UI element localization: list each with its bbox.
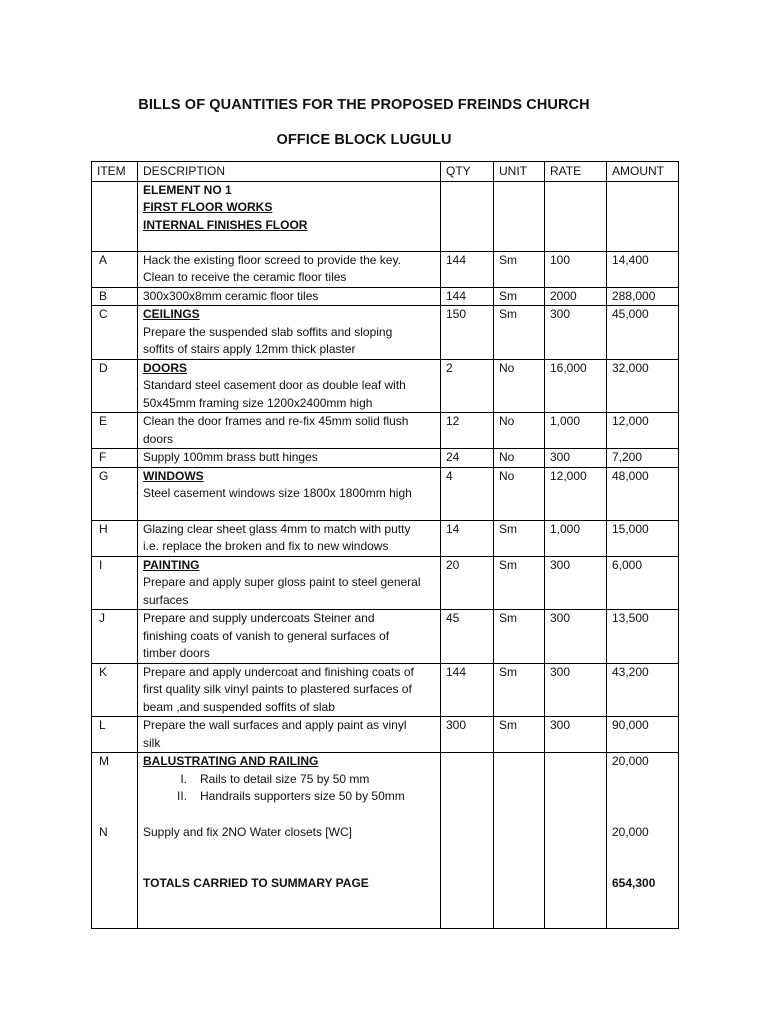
unit-cell: No bbox=[494, 467, 545, 520]
header-unit: UNIT bbox=[494, 162, 545, 182]
qty-cell bbox=[441, 753, 494, 929]
sub-item-text: Handrails supporters size 50 by 50mm bbox=[200, 789, 405, 803]
unit-cell: Sm bbox=[494, 520, 545, 556]
unit-cell: Sm bbox=[494, 717, 545, 753]
description-cell bbox=[138, 663, 441, 717]
rate-cell: 100 bbox=[545, 251, 607, 287]
unit-cell: Sm bbox=[494, 306, 545, 360]
amount-cell: 7,200 bbox=[607, 449, 679, 468]
amount-value: 20,000 bbox=[612, 824, 649, 839]
description-line: Supply 100mm brass butt hinges bbox=[143, 450, 318, 464]
table-row bbox=[92, 753, 679, 929]
rate-cell: 300 bbox=[545, 556, 607, 610]
amount-cell: 13,500 bbox=[607, 610, 679, 664]
description-cell bbox=[138, 181, 441, 251]
table-row bbox=[92, 520, 679, 556]
element-number: ELEMENT NO 1 bbox=[143, 182, 232, 197]
description-line: surfaces bbox=[143, 592, 189, 607]
item-cell: B bbox=[92, 287, 138, 306]
sub-item-text: Rails to detail size 75 by 50 mm bbox=[200, 771, 370, 786]
table-header-row bbox=[92, 162, 679, 182]
description-line: Supply and fix 2NO Water closets [WC] bbox=[143, 824, 352, 839]
qty-cell: 144 bbox=[441, 251, 494, 287]
header-qty: QTY bbox=[441, 162, 494, 182]
amount-cell: 32,000 bbox=[607, 359, 679, 413]
rate-cell: 300 bbox=[545, 449, 607, 468]
rate-cell: 300 bbox=[545, 306, 607, 360]
description-line: Hack the existing floor screed to provide the key. bbox=[143, 252, 401, 267]
amount-cell: 15,000 bbox=[607, 520, 679, 556]
unit-cell: No bbox=[494, 413, 545, 449]
amount-cell: 45,000 bbox=[607, 306, 679, 360]
item-cell: I bbox=[92, 556, 138, 610]
table-row bbox=[92, 449, 679, 468]
description-line: finishing coats of vanish to general surfaces of bbox=[143, 628, 390, 643]
amount-cell: 12,000 bbox=[607, 413, 679, 449]
description-line: timber doors bbox=[143, 646, 210, 660]
qty-cell: 12 bbox=[441, 413, 494, 449]
roman-numeral: I. bbox=[180, 771, 187, 786]
table-row bbox=[92, 181, 679, 251]
rate-cell: 300 bbox=[545, 717, 607, 753]
item-cell: H bbox=[92, 520, 138, 556]
description-line: doors bbox=[143, 431, 174, 446]
description-cell bbox=[138, 413, 441, 449]
qty-cell: 45 bbox=[441, 610, 494, 664]
description-line: 50x45mm framing size 1200x2400mm high bbox=[143, 395, 373, 410]
totals-label: TOTALS CARRIED TO SUMMARY PAGE bbox=[143, 876, 369, 890]
qty-cell: 144 bbox=[441, 663, 494, 717]
qty-cell: 2 bbox=[441, 359, 494, 413]
table-row bbox=[92, 610, 679, 664]
description-line: first quality silk vinyl paints to plastered surfaces of bbox=[143, 682, 412, 696]
unit-cell: No bbox=[494, 449, 545, 468]
description-cell bbox=[138, 287, 441, 306]
item-cell: G bbox=[92, 467, 138, 520]
unit-cell: No bbox=[494, 359, 545, 413]
item-cell: D bbox=[92, 359, 138, 413]
description-line: beam ,and suspended soffits of slab bbox=[143, 699, 335, 714]
amount-value: 20,000 bbox=[612, 754, 649, 768]
rate-cell bbox=[545, 181, 607, 251]
description-line: Standard steel casement door as double leaf with bbox=[143, 378, 406, 392]
rate-cell: 16,000 bbox=[545, 359, 607, 413]
sub-item bbox=[143, 788, 435, 806]
description-line: Steel casement windows size 1800x 1800mm high bbox=[143, 486, 412, 500]
rate-cell: 2000 bbox=[545, 287, 607, 306]
element-section: FIRST FLOOR WORKS bbox=[143, 200, 273, 214]
table-row bbox=[92, 717, 679, 753]
unit-cell bbox=[494, 181, 545, 251]
rate-cell: 1,000 bbox=[545, 413, 607, 449]
rate-cell bbox=[545, 753, 607, 929]
element-subsection: INTERNAL FINISHES FLOOR bbox=[143, 217, 308, 232]
rate-cell: 1,000 bbox=[545, 520, 607, 556]
document-title: BILLS OF QUANTITIES FOR THE PROPOSED FREINDS CHURCH bbox=[138, 97, 590, 113]
amount-cell: 14,400 bbox=[607, 251, 679, 287]
item-cell: F bbox=[92, 449, 138, 468]
table-row bbox=[92, 359, 679, 413]
item-letter: M bbox=[99, 754, 109, 768]
description-line: Clean to receive the ceramic floor tiles bbox=[143, 270, 347, 284]
table-row bbox=[92, 556, 679, 610]
unit-cell bbox=[494, 753, 545, 929]
qty-cell: 20 bbox=[441, 556, 494, 610]
description-line: Prepare and apply super gloss paint to steel general bbox=[143, 575, 421, 589]
item-cell: J bbox=[92, 610, 138, 664]
document-subtitle: OFFICE BLOCK LUGULU bbox=[276, 132, 452, 148]
description-line: 300x300x8mm ceramic floor tiles bbox=[143, 288, 319, 303]
unit-cell: Sm bbox=[494, 663, 545, 717]
rate-cell: 12,000 bbox=[545, 467, 607, 520]
item-cell: C bbox=[92, 306, 138, 360]
description-line: Prepare and supply undercoats Steiner and bbox=[143, 611, 375, 625]
rate-cell: 300 bbox=[545, 663, 607, 717]
description-cell bbox=[138, 610, 441, 664]
amount-cell: 48,000 bbox=[607, 467, 679, 520]
qty-cell: 24 bbox=[441, 449, 494, 468]
item-letter: N bbox=[99, 824, 108, 839]
qty-cell: 144 bbox=[441, 287, 494, 306]
section-heading: CEILINGS bbox=[143, 307, 200, 321]
description-line: silk bbox=[143, 735, 161, 750]
table-row bbox=[92, 467, 679, 520]
totals-amount: 654,300 bbox=[612, 876, 656, 890]
description-line: soffits of stairs apply 12mm thick plaster bbox=[143, 342, 356, 356]
description-cell bbox=[138, 467, 441, 520]
description-cell bbox=[138, 717, 441, 753]
amount-cell bbox=[607, 753, 679, 929]
item-cell bbox=[92, 753, 138, 929]
unit-cell: Sm bbox=[494, 251, 545, 287]
description-cell bbox=[138, 449, 441, 468]
rate-cell: 300 bbox=[545, 610, 607, 664]
description-line: i.e. replace the broken and fix to new windows bbox=[143, 539, 389, 553]
amount-cell bbox=[607, 181, 679, 251]
header-description: DESCRIPTION bbox=[138, 162, 441, 182]
item-cell: L bbox=[92, 717, 138, 753]
header-item: ITEM bbox=[92, 162, 138, 182]
section-heading: DOORS bbox=[143, 360, 188, 375]
roman-numeral: II. bbox=[176, 789, 187, 803]
table-row bbox=[92, 663, 679, 717]
section-heading: BALUSTRATING AND RAILING bbox=[143, 754, 319, 768]
table-row bbox=[92, 287, 679, 306]
qty-cell: 4 bbox=[441, 467, 494, 520]
amount-cell: 288,000 bbox=[607, 287, 679, 306]
description-cell bbox=[138, 753, 441, 929]
description-cell bbox=[138, 251, 441, 287]
description-cell bbox=[138, 520, 441, 556]
description-line: Clean the door frames and re-fix 45mm solid flush bbox=[143, 414, 409, 428]
bill-of-quantities-table bbox=[91, 161, 679, 929]
table-row bbox=[92, 251, 679, 287]
qty-cell: 300 bbox=[441, 717, 494, 753]
header-amount: AMOUNT bbox=[607, 162, 679, 182]
item-cell: K bbox=[92, 663, 138, 717]
description-cell bbox=[138, 556, 441, 610]
table-row bbox=[92, 306, 679, 360]
amount-cell: 6,000 bbox=[607, 556, 679, 610]
item-cell bbox=[92, 181, 138, 251]
description-line: Glazing clear sheet glass 4mm to match with putty bbox=[143, 521, 411, 536]
table-row bbox=[92, 413, 679, 449]
qty-cell: 150 bbox=[441, 306, 494, 360]
qty-cell bbox=[441, 181, 494, 251]
description-cell bbox=[138, 306, 441, 360]
description-line: Prepare the suspended slab soffits and sloping bbox=[143, 324, 393, 339]
unit-cell: Sm bbox=[494, 556, 545, 610]
unit-cell: Sm bbox=[494, 610, 545, 664]
amount-cell: 43,200 bbox=[607, 663, 679, 717]
unit-cell: Sm bbox=[494, 287, 545, 306]
item-cell: A bbox=[92, 251, 138, 287]
section-heading: WINDOWS bbox=[143, 468, 204, 483]
description-cell bbox=[138, 359, 441, 413]
header-rate: RATE bbox=[545, 162, 607, 182]
description-line: Prepare the wall surfaces and apply paint as vinyl bbox=[143, 718, 407, 732]
item-cell: E bbox=[92, 413, 138, 449]
qty-cell: 14 bbox=[441, 520, 494, 556]
sub-item bbox=[143, 771, 435, 789]
section-heading: PAINTING bbox=[143, 557, 200, 572]
description-line: Prepare and apply undercoat and finishing coats of bbox=[143, 664, 414, 679]
amount-cell: 90,000 bbox=[607, 717, 679, 753]
